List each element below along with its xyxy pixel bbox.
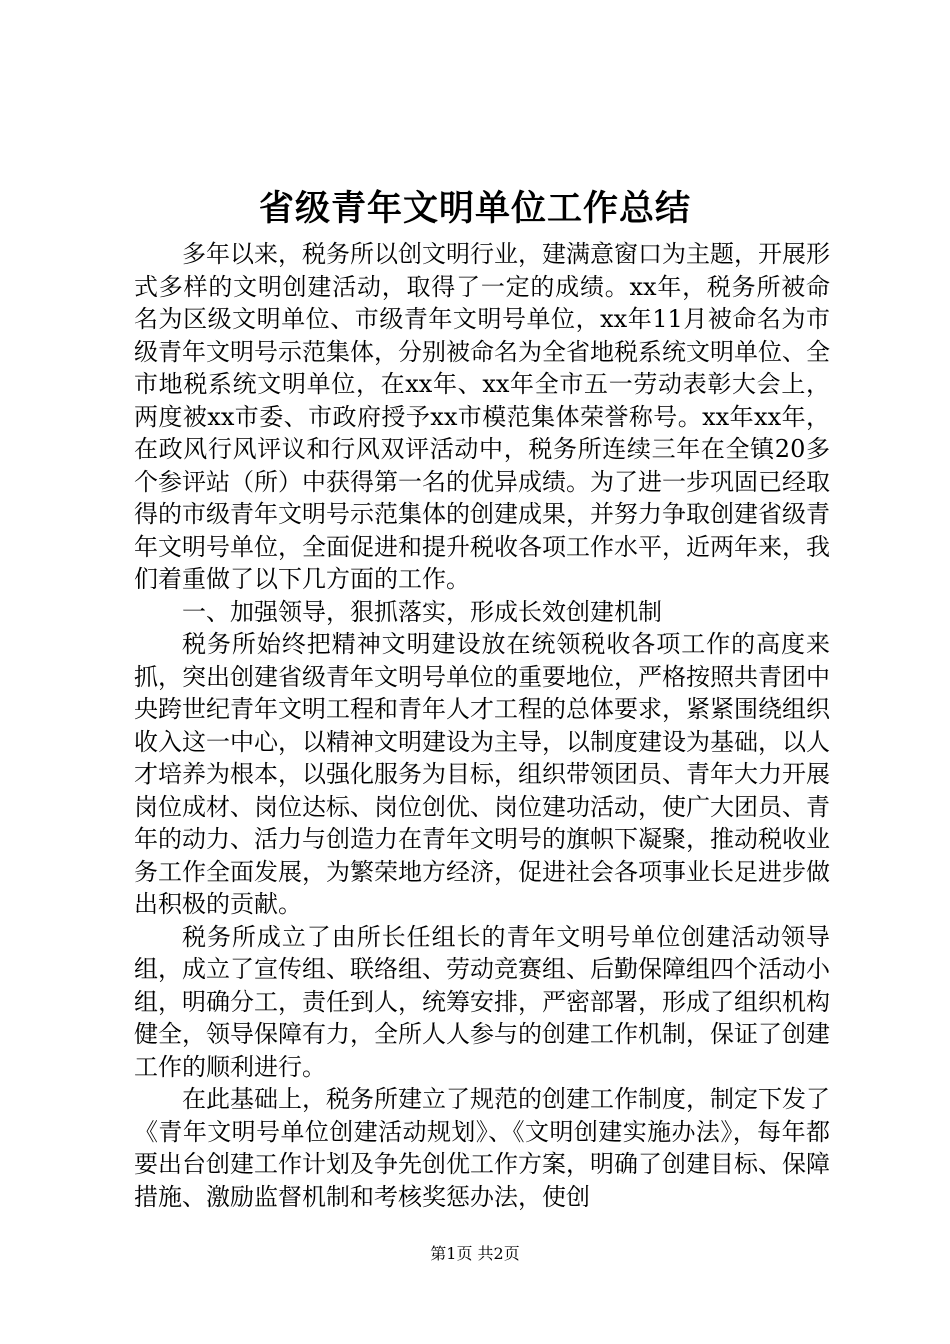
paragraph-rules: 在此基础上，税务所建立了规范的创建工作制度，制定下发了《青年文明号单位创建活动规划》、《文明创建实施办法》，每年都要出台创建工作计划及争先创优工作方案，明确了创建目标、保障措施、激励监督机制和考核奖惩办法，使创: [134, 1085, 830, 1211]
document-title: 省级青年文明单位工作总结: [258, 189, 691, 229]
paragraph-leadership: 税务所始终把精神文明建设放在统领税收各项工作的高度来抓，突出创建省级青年文明号单位的重要地位，严格按照共青团中央跨世纪青年文明工程和青年人才工程的总体要求，紧紧围绕组织收入这一中心，以精神文明建设为主导，以制度建设为基础，以人才培养为根本，以强化服务为目标，组织带领团员、青年大力开展岗位成材、岗位达标、岗位创优、岗位建功活动，使广大团员、青年的动力、活力与创造力在青年文明号的旗帜下凝聚，推动税收业务工作全面发展，为繁荣地方经济，促进社会各项事业长足进步做出积极的贡献。: [134, 630, 830, 918]
section-heading-1: 一、加强领导，狠抓落实，形成长效创建机制: [182, 597, 662, 626]
document-body: [134, 238, 830, 1213]
paragraph-intro: 多年以来，税务所以创文明行业，建满意窗口为主题，开展形式多样的文明创建活动，取得了一定的成绩。xx年，税务所被命名为区级文明单位、市级青年文明号单位，xx年11月被命名为市级青年文明号示范集体，分别被命名为全省地税系统文明单位、全市地税系统文明单位，在xx年、xx年全市五一劳动表彰大会上，两度被xx市委、市政府授予xx市模范集体荣誉称号。xx年xx年，在政风行风评议和行风双评活动中，税务所连续三年在全镇20多个参评站（所）中获得第一名的优异成绩。为了进一步巩固已经取得的市级青年文明号示范集体的创建成果，并努力争取创建省级青年文明号单位，全面促进和提升税收各项工作水平，近两年来，我们着重做了以下几方面的工作。: [134, 240, 830, 593]
page-footer: [0, 1243, 950, 1265]
paragraph-organization: 税务所成立了由所长任组长的青年文明号单位创建活动领导组，成立了宣传组、联络组、劳动竞赛组、后勤保障组四个活动小组，明确分工，责任到人，统筹安排，严密部署，形成了组织机构健全，领导保障有力，全所人人参与的创建工作机制，保证了创建工作的顺利进行。: [134, 922, 830, 1081]
page-total: 共2页: [477, 1244, 520, 1263]
page-number: 第1页: [430, 1244, 473, 1263]
